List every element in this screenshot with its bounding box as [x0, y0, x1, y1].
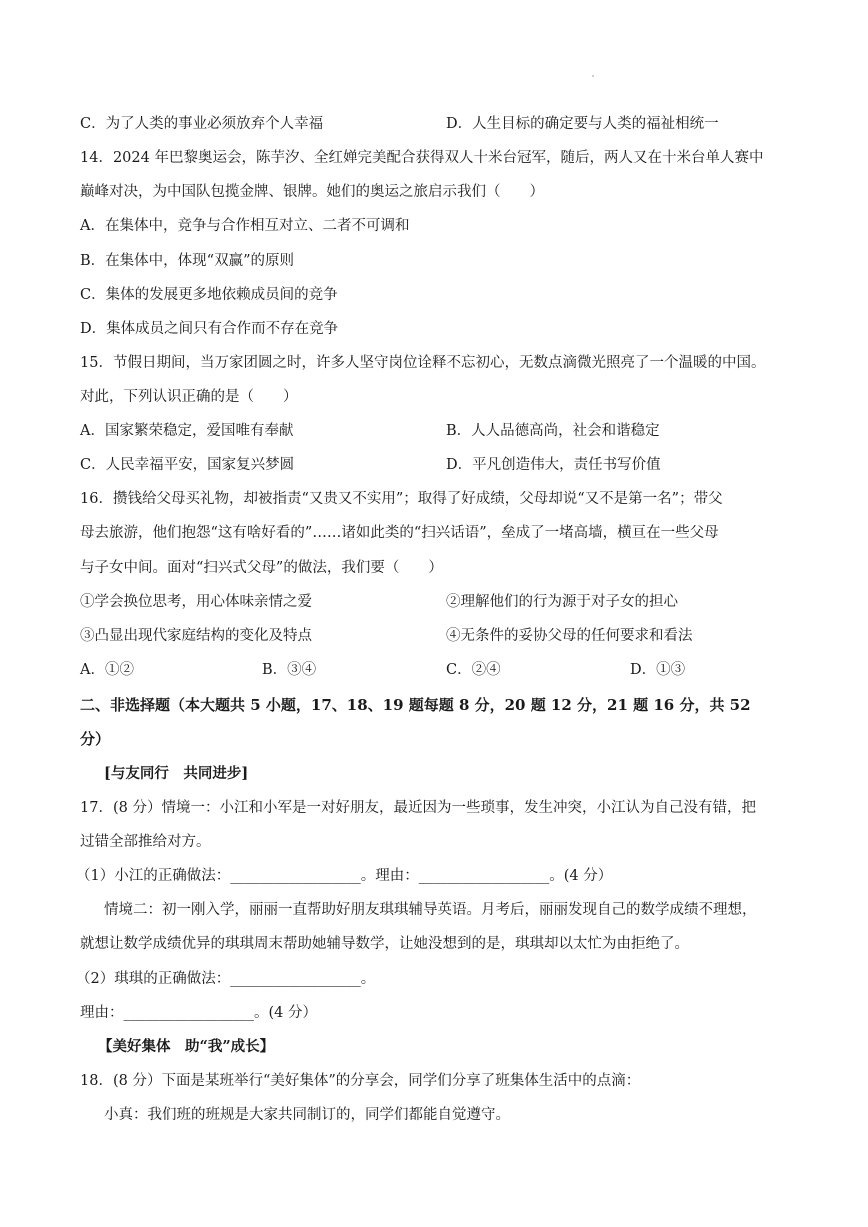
q17-reason: 理由：__________________。(4 分） — [80, 1005, 317, 1021]
theme-heading-collective: 【美好集体 助“我”成长】 — [98, 1038, 275, 1055]
theme-heading-friendship: [与友同行 共同进步] — [104, 765, 249, 782]
q16-item-4: ④无条件的妥协父母的任何要求和看法 — [446, 628, 693, 644]
scan-speck — [592, 75, 594, 77]
q15-option-d: D．平凡创造伟大，责任书写价值 — [446, 457, 661, 473]
q16-item-2: ②理解他们的行为源于对子女的担心 — [446, 594, 678, 610]
q13-option-c: C．为了人类的事业必须放弃个人幸福 — [80, 116, 324, 132]
q15-option-a: A．国家繁荣稳定，爱国唯有奉献 — [80, 423, 294, 439]
q14-option-a: A．在集体中，竞争与合作相互对立、二者不可调和 — [80, 218, 410, 234]
q16-stem-line3: 与子女中间。面对“扫兴式父母”的做法，我们要（ ） — [80, 560, 443, 576]
q15-stem-line1: 15．节假日期间，当万家团圆之时，许多人坚守岗位诠释不忘初心，无数点滴微光照亮了一个温暖的中国。 — [80, 355, 766, 371]
section2-heading-line1: 二、非选择题（本大题共 5 小题，17、18、19 题每题 8 分，20 题 12 分，21 题 16 分，共 52 — [80, 696, 751, 714]
q15-option-c: C．人民幸福平安，国家复兴梦圆 — [80, 457, 295, 473]
q14-stem-line2: 巅峰对决，为中国队包揽金牌、银牌。她们的奥运之旅启示我们（ ） — [80, 184, 544, 200]
q17-subquestion-2: （2）琪琪的正确做法：__________________。 — [76, 971, 376, 987]
section2-heading-line2: 分） — [80, 730, 111, 748]
q13-option-d: D．人生目标的确定要与人类的福祉相统一 — [446, 116, 719, 132]
q17-scene2-line1: 情境二：初一刚入学，丽丽一直帮助好朋友琪琪辅导英语。月考后，丽丽发现自己的数学成绩不理想， — [104, 902, 757, 918]
q16-stem-line2: 母去旅游，他们抱怨“这有啥好看的”……诸如此类的“扫兴话语”，垒成了一堵高墙，横亘在一些父母 — [80, 525, 719, 541]
q18-line1: 18．(8 分）下面是某班举行“美好集体”的分享会，同学们分享了班集体生活中的点滴： — [80, 1073, 641, 1089]
q17-subquestion-1: （1）小江的正确做法：__________________。理由：__________________。(4 分） — [76, 868, 613, 884]
q18-line2: 小真：我们班的班规是大家共同制订的，同学们都能自觉遵守。 — [104, 1107, 510, 1123]
q16-item-1: ①学会换位思考，用心体味亲情之爱 — [80, 594, 312, 610]
q14-option-b: B．在集体中，体现“双赢”的原则 — [80, 253, 294, 269]
q14-option-d: D．集体成员之间只有合作而不存在竞争 — [80, 321, 339, 337]
q14-stem-line1: 14．2024 年巴黎奥运会，陈芋汐、全红婵完美配合获得双人十米台冠军，随后，两人又在十米台单人赛中 — [80, 150, 764, 166]
q16-item-3: ③凸显出现代家庭结构的变化及特点 — [80, 628, 312, 644]
q17-line2: 过错全部推给对方。 — [80, 834, 211, 850]
q16-option-b: B．③④ — [262, 662, 317, 678]
q17-line1: 17．(8 分）情境一：小江和小军是一对好朋友，最近因为一些琐事，发生冲突，小江认为自己没有错，把 — [80, 800, 756, 816]
q16-option-a: A．①② — [80, 662, 134, 678]
q16-stem-line1: 16．攒钱给父母买礼物，却被指责“又贵又不实用”；取得了好成绩，父母却说“又不是第一名”；带父 — [80, 491, 723, 507]
q16-option-c: C．②④ — [446, 662, 501, 678]
q15-stem-line2: 对此，下列认识正确的是（ ） — [80, 389, 298, 405]
q16-option-d: D．①③ — [630, 662, 686, 678]
q14-option-c: C．集体的发展更多地依赖成员间的竞争 — [80, 287, 338, 303]
q17-scene2-line2: 就想让数学成绩优异的琪琪周末帮助她辅导数学，让她没想到的是，琪琪却以太忙为由拒绝了。 — [80, 936, 689, 952]
q15-option-b: B．人人品德高尚，社会和谐稳定 — [446, 423, 660, 439]
